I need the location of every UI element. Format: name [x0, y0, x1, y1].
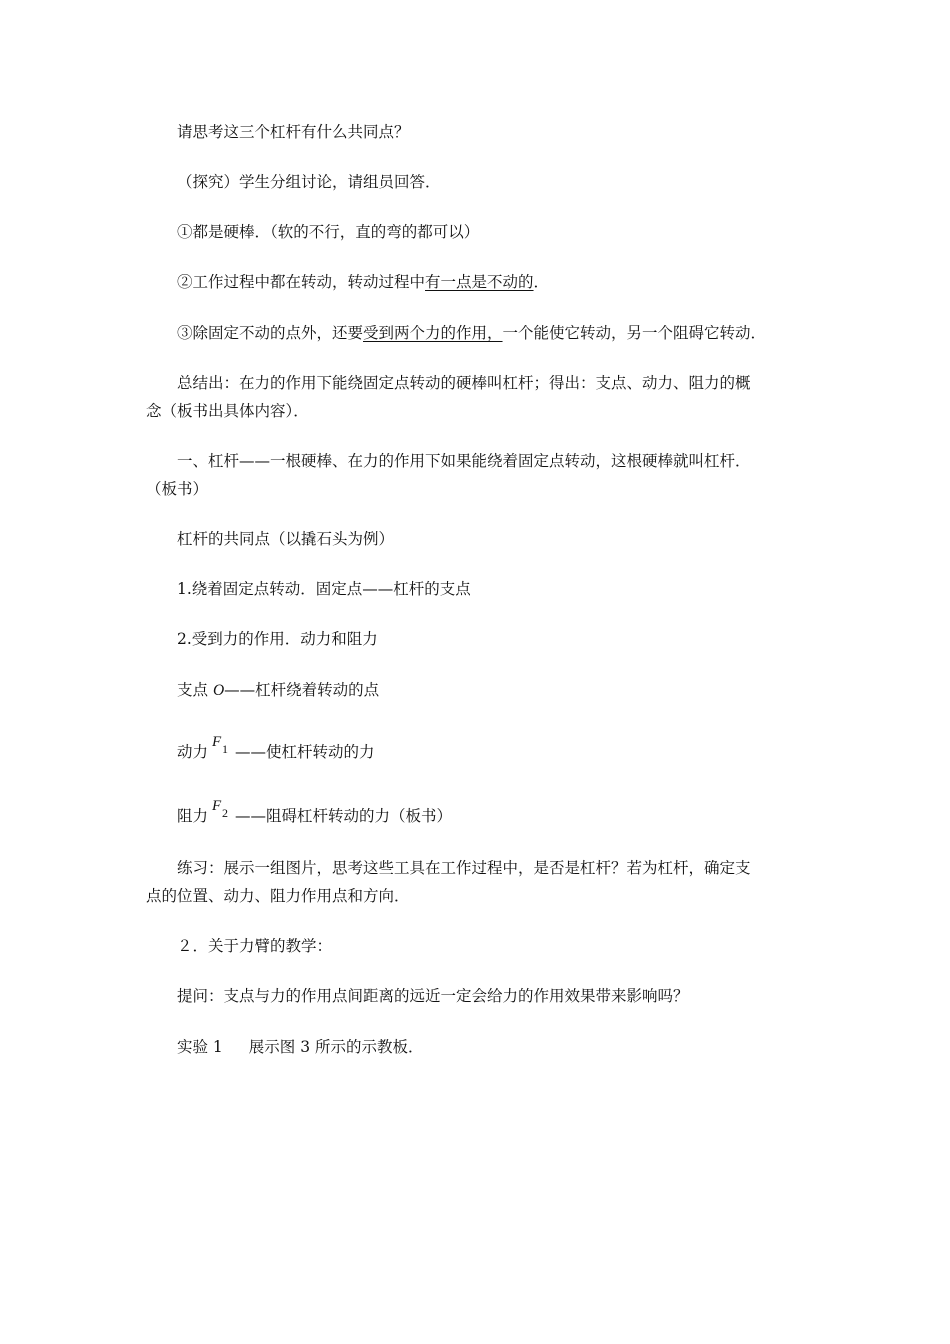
paragraph-point-2	[146, 268, 837, 296]
text-segment: 一个能使它转动，另一个阻碍它转动．	[502, 324, 767, 342]
paragraph-effort-force	[146, 734, 837, 766]
paragraph-definition-line-1: 一、杠杆——一根硬棒、在力的作用下如果能绕着固定点转动，这根硬棒就叫杠杆．	[177, 452, 751, 470]
paragraph-item-1: 1.绕着固定点转动．固定点——杠杆的支点	[177, 580, 471, 598]
text-segment: ②工作过程中都在转动，转动过程中	[177, 273, 426, 291]
formula-subscript: 1	[222, 742, 229, 756]
text-segment: ——阻碍杠杆转动的力（板书）	[230, 807, 452, 825]
text-segment: ．	[533, 273, 550, 291]
experiment-label: 实验 1	[177, 1038, 223, 1056]
formula-subscript: 2	[222, 806, 229, 820]
paragraph-fulcrum	[146, 676, 837, 705]
paragraph-explore: （探究）学生分组讨论，请组员回答．	[177, 173, 441, 191]
paragraph-point-1: ①都是硬棒．（软的不行，直的弯的都可以）	[177, 223, 480, 241]
paragraph-question: 请思考这三个杠杆有什么共同点？	[177, 123, 410, 141]
formula-f2	[208, 798, 230, 822]
underlined-text: 有一点是不动的	[425, 273, 534, 291]
section-heading-lever-arm: ２．关于力臂的教学：	[177, 937, 333, 955]
formula-symbol: F	[212, 798, 222, 814]
paragraph-resistance-force	[146, 798, 837, 830]
text-segment: ——使杠杆转动的力	[230, 743, 375, 761]
text-segment: 展示图 3 所示的示教板．	[248, 1038, 424, 1056]
paragraph-definition-line-2: （板书）	[146, 480, 209, 498]
paragraph-question-2: 提问：支点与力的作用点间距离的远近一定会给力的作用效果带来影响吗？	[177, 987, 689, 1005]
paragraph-exercise-line-2: 点的位置、动力、阻力作用点和方向．	[146, 887, 410, 905]
formula-f1	[208, 734, 230, 758]
underlined-text: 受到两个力的作用，	[363, 324, 503, 342]
paragraph-exercise-line-1: 练习：展示一组图片，思考这些工具在工作过程中，是否是杠杆？若为杠杆，确定支	[177, 859, 751, 877]
text-segment: 动力	[177, 743, 209, 761]
symbol-o: O	[212, 682, 225, 699]
paragraph-item-2: 2.受到力的作用．动力和阻力	[177, 630, 378, 648]
paragraph-summary-line-1: 总结出：在力的作用下能绕固定点转动的硬棒叫杠杆；得出：支点、动力、阻力的概	[177, 374, 751, 392]
paragraph-common-points: 杠杆的共同点（以撬石头为例）	[177, 530, 395, 548]
paragraph-summary-line-2: 念（板书出具体内容）．	[146, 402, 309, 420]
formula-symbol: F	[212, 734, 222, 750]
paragraph-experiment-1	[146, 1033, 837, 1061]
text-segment: ③除固定不动的点外，还要	[177, 324, 364, 342]
paragraph-point-3	[146, 319, 837, 347]
text-segment: 阻力	[177, 807, 209, 825]
text-segment: ——杠杆绕着转动的点	[224, 681, 380, 699]
text-segment: 支点	[177, 681, 213, 699]
